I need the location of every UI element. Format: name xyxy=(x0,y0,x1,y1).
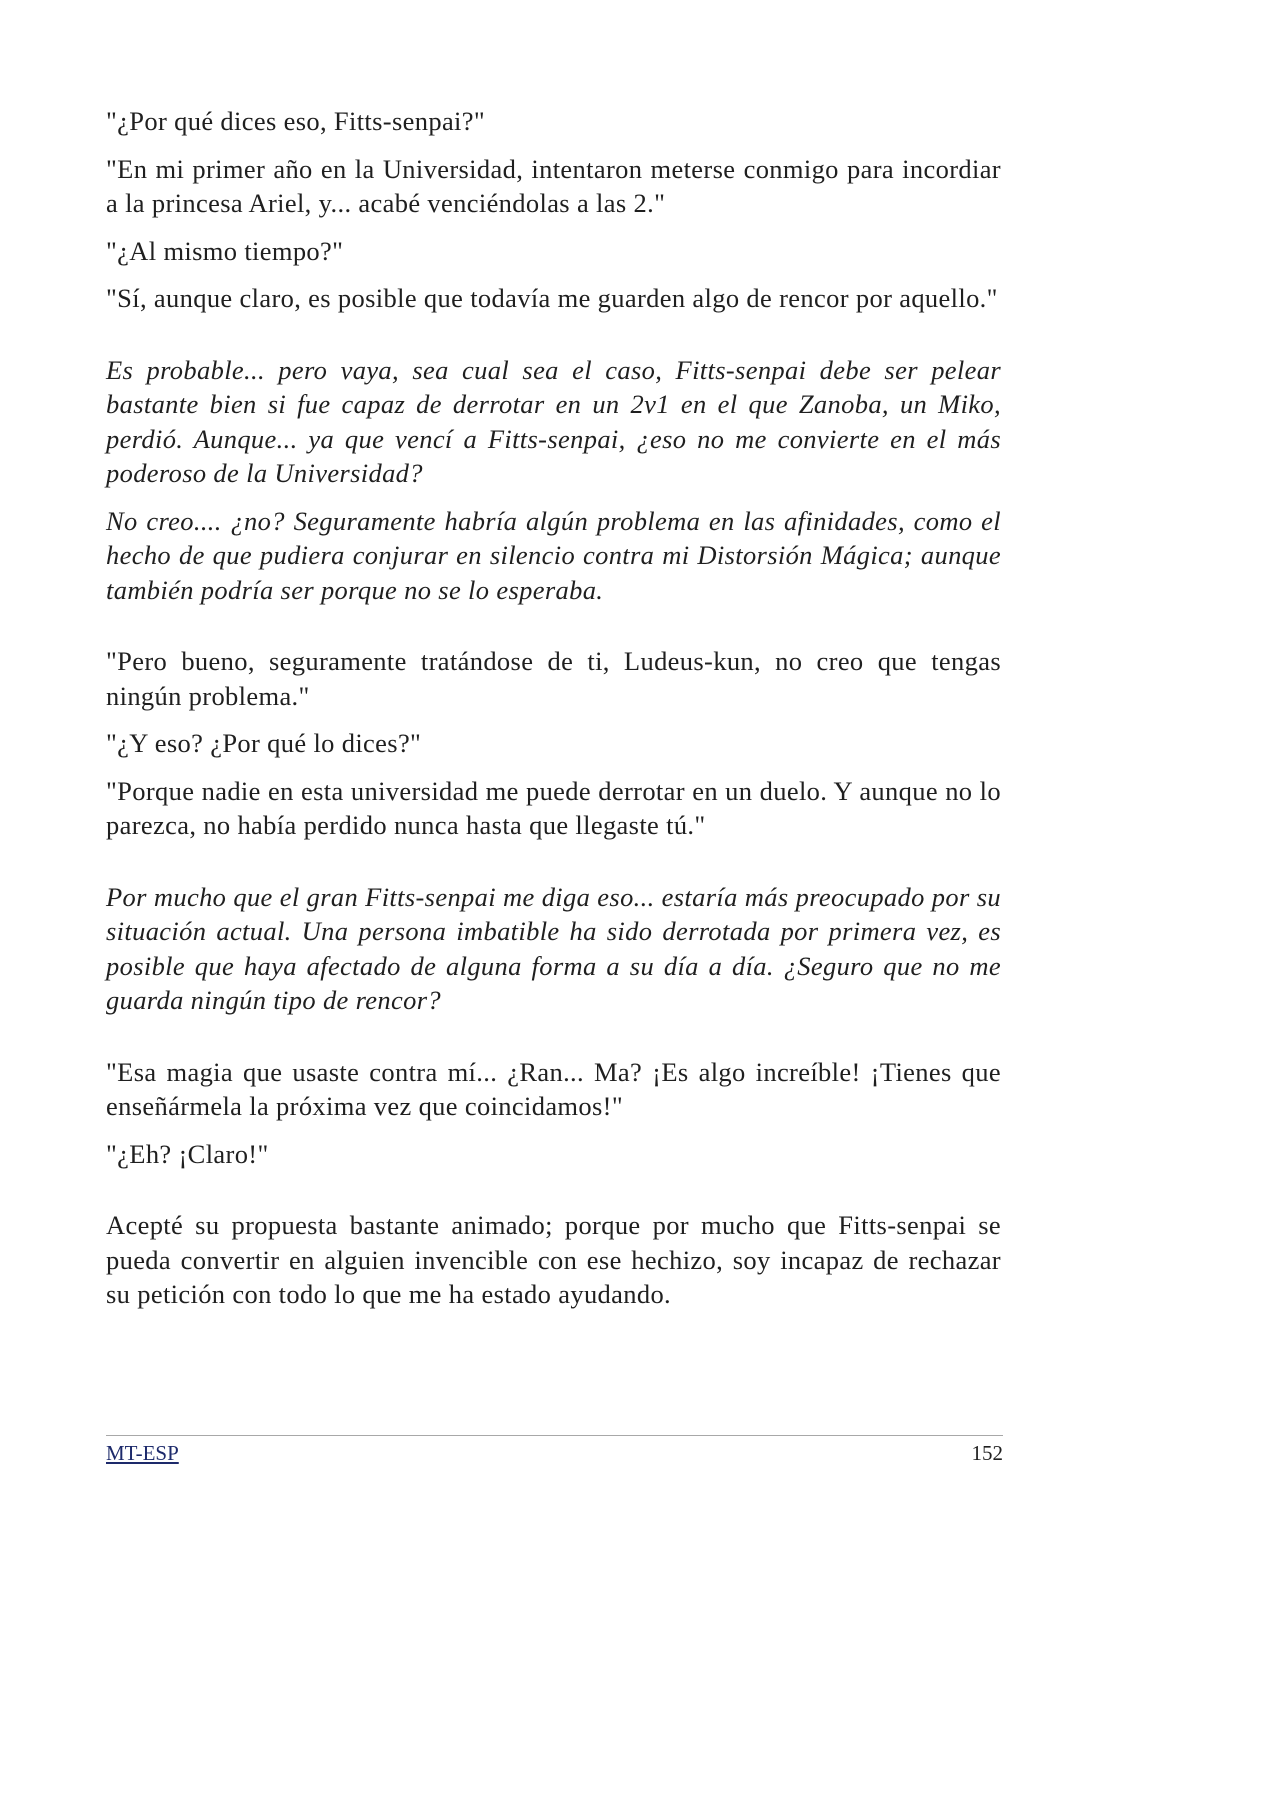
page-number: 152 xyxy=(971,1441,1003,1465)
page-footer xyxy=(106,1435,1003,1465)
footer-link[interactable]: MT-ESP xyxy=(106,1441,179,1465)
page-body xyxy=(106,104,1001,1312)
paragraph: "Porque nadie en esta universidad me puede derrotar en un duelo. Y aunque no lo parezca, no había perdido nunca hasta que llegaste tú." xyxy=(106,775,1001,840)
paragraph-italic: Es probable... pero vaya, sea cual sea el caso, Fitts-senpai debe ser pelear bastante bien si fue capaz de derrotar en un 2v1 en el que Zanoba, un Miko, perdió. Aunque... ya que vencí a Fitts-senpai, ¿eso no me convierte en el más poderoso de la Universidad? xyxy=(106,354,1001,488)
paragraph: "Esa magia que usaste contra mí... ¿Ran... Ma? ¡Es algo increíble! ¡Tienes que enseñármela la próxima vez que coincidamos!" xyxy=(106,1056,1001,1121)
paragraph-italic: Por mucho que el gran Fitts-senpai me diga eso... estaría más preocupado por su situación actual. Una persona imbatible ha sido derrotada por primera vez, es posible que haya afectado de alguna forma a su día a día. ¿Seguro que no me guarda ningún tipo de rencor? xyxy=(106,881,1001,1015)
paragraph: Acepté su propuesta bastante animado; porque por mucho que Fitts-senpai se pueda convertir en alguien invencible con ese hechizo, soy incapaz de rechazar su petición con todo lo que me ha estado ayudando. xyxy=(106,1210,1001,1309)
paragraph: "¿Y eso? ¿Por qué lo dices?" xyxy=(106,728,422,758)
paragraph: "¿Por qué dices eso, Fitts-senpai?" xyxy=(106,106,486,136)
paragraph: "Pero bueno, seguramente tratándose de ti, Ludeus-kun, no creo que tengas ningún problema." xyxy=(106,646,1001,711)
paragraph: "En mi primer año en la Universidad, intentaron meterse conmigo para incordiar a la princesa Ariel, y... acabé venciéndolas a las 2." xyxy=(106,153,1001,218)
paragraph: "Sí, aunque claro, es posible que todavía me guarden algo de rencor por aquello." xyxy=(106,283,998,313)
paragraph-italic: No creo.... ¿no? Seguramente habría algún problema en las afinidades, como el hecho de que pudiera conjurar en silencio contra mi Distorsión Mágica; aunque también podría ser porque no se lo esperaba. xyxy=(106,505,1001,605)
paragraph: "¿Al mismo tiempo?" xyxy=(106,235,344,266)
paragraph: "¿Eh? ¡Claro!" xyxy=(106,1138,269,1169)
